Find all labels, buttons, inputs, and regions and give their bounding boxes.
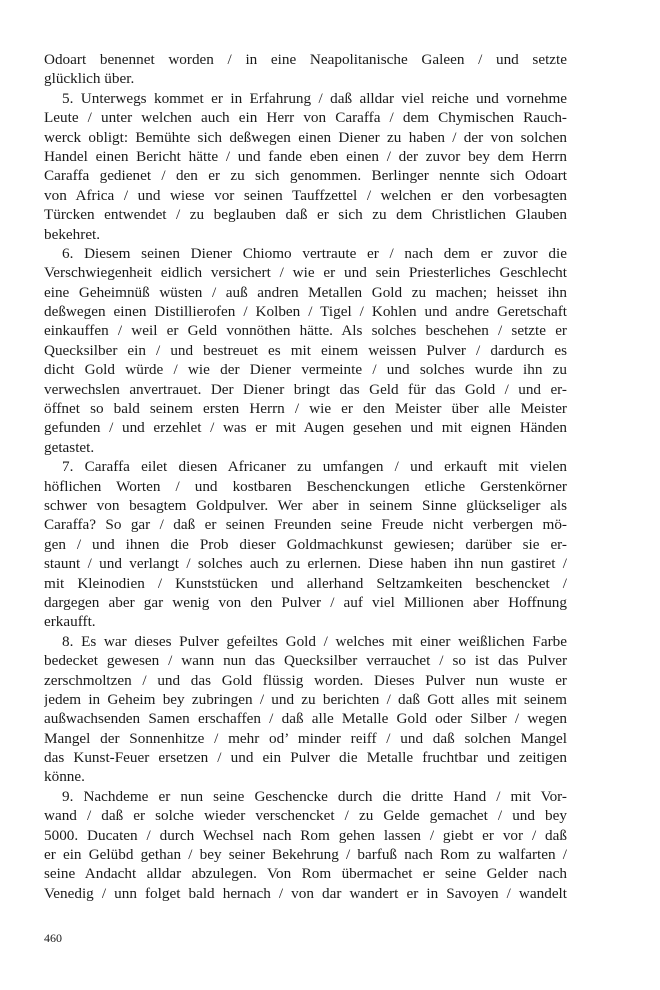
text-line: bedecket gewesen / wann nun das Quecksilber verrauchet / so ist das Pulver	[44, 652, 567, 670]
text-line: dargegen aber gar wenig von den Pulver / auf viel Millionen aber Hoffnung	[44, 593, 567, 611]
text-line: 5000. Ducaten / durch Wechsel nach Rom gehen lassen / giebt er vor / daß	[44, 826, 567, 844]
text-line: das Kunst-Feuer ersetzen / und ein Pulver die Metalle fruchtbar und zeitigen	[44, 749, 567, 767]
text-line: bekehret.	[44, 225, 101, 243]
text-line: Verschwiegenheit eidlich versichert / wie er und sein Priesterliches Geschlecht	[44, 264, 567, 282]
text-line: Leute / unter welchen auch ein Herr von Caraffa / dem Chymischen Rauch-	[44, 109, 567, 127]
text-line: Caraffa gedienet / den er zu sich genommen. Berlinger nennte sich Odoart	[44, 167, 567, 185]
text-line: seine Andacht alldar abzulegen. Von Rom übermachet er seine Gelder nach	[44, 865, 567, 883]
paragraph-first-line: 6. Diesem seinen Diener Chiomo vertraute er / nach dem er zuvor die	[62, 244, 567, 262]
text-line: könne.	[44, 768, 85, 786]
text-line: staunt / und verlangt / solches auch zu erlernen. Diese haben ihn nun gastiret /	[44, 555, 567, 573]
text-line: Mangel der Sonnenhitze / mehr od’ minder reiff / und daß solchen Mangel	[44, 729, 567, 747]
text-line: schwer von besagtem Goldpulver. Wer aber in seinem Sinne glückseliger als	[44, 496, 567, 514]
text-line: eine Geheimnüß wüsten / auß andren Metallen Gold zu machen; heisset ihn	[44, 283, 567, 301]
text-line: deßwegen einen Distillierofen / Kolben / Tigel / Kohlen und andre Geretschaft	[44, 303, 567, 321]
text-line: Handel einen Bericht hätte / und fande eben einen / der zuvor bey dem Herrn	[44, 147, 567, 165]
text-line: mit Kleinodien / Kunststücken und allerhand Seltzamkeiten beschencket /	[44, 574, 567, 592]
text-line: öffnet so bald seinem ersten Herrn / wie er den Meister über alle Meister	[44, 400, 567, 418]
text-line: außwachsenden Samen erschaffen / daß alle Metalle Gold oder Silber / wegen	[44, 710, 567, 728]
text-line: Caraffa? So gar / daß er seinen Freunden seine Freude nicht verbergen mö-	[44, 516, 567, 534]
paragraph-first-line: 8. Es war dieses Pulver gefeiltes Gold / welches mit einer weißlichen Farbe	[62, 632, 567, 650]
text-line: er ein Gelübd gethan / bey seiner Bekehrung / barfuß nach Rom zu walfarten /	[44, 846, 567, 864]
paragraph-first-line: 7. Caraffa eilet diesen Africaner zu umfangen / und erkauft mit vielen	[62, 458, 567, 476]
text-line: Türcken entwendet / zu beglauben daß er sich zu dem Christlichen Glauben	[44, 206, 567, 224]
text-line: dicht Gold würde / wie der Diener vermeinte / und solches wurde ihn zu	[44, 361, 567, 379]
text-line: erkaufft.	[44, 613, 96, 631]
text-line: verwechslen anvertrauet. Der Diener bringt das Geld für das Gold / und er-	[44, 380, 567, 398]
text-line: einkauffen / weil er Geld vonnöthen hätte. Als solches beschehen / setzte er	[44, 322, 567, 340]
text-line: höflichen Worten / und kostbaren Beschenckungen etliche Gerstenkörner	[44, 477, 567, 495]
paragraph-first-line: 5. Unterwegs kommet er in Erfahrung / daß alldar viel reiche und vornehme	[62, 89, 567, 107]
text-line: Odoart benennet worden / in eine Neapolitanische Galeen / und setzte	[44, 51, 567, 68]
text-line: zerschmoltzen / und das Gold flüssig worden. Dieses Pulver nun wuste er	[44, 671, 567, 689]
text-line: von Africa / und wiese vor seinen Tauffzettel / welchen er den vorbesagten	[44, 186, 567, 204]
document-page	[44, 50, 567, 903]
page-number: 460	[44, 931, 62, 945]
text-line: jedem in Geheim bey zubringen / und zu berichten / daß Gott alles mit seinem	[44, 690, 567, 708]
text-line: wand / daß er solche wieder verschencket / zu Gelde gemachet / und bey	[44, 807, 567, 825]
text-line: getastet.	[44, 438, 95, 456]
text-line: werck obligt: Bemühte sich deßwegen einen Diener zu haben / der von solchen	[44, 128, 567, 146]
text-line: gen / und ihnen die Prob dieser Goldmachkunst gewiesen; darüber sie er-	[44, 535, 567, 553]
text-line: Quecksilber ein / und bestreuet es mit einem weissen Pulver / dardurch es	[44, 341, 567, 359]
text-line: glücklich über.	[44, 70, 135, 88]
text-line: Venedig / unn folget bald hernach / von dar wandert er in Savoyen / wandelt	[44, 884, 567, 902]
text-line: gefunden / und erzehlet / was er mit Augen gesehen und mit eignen Händen	[44, 419, 567, 437]
paragraph-first-line: 9. Nachdeme er nun seine Geschencke durch die dritte Hand / mit Vor-	[62, 787, 567, 805]
